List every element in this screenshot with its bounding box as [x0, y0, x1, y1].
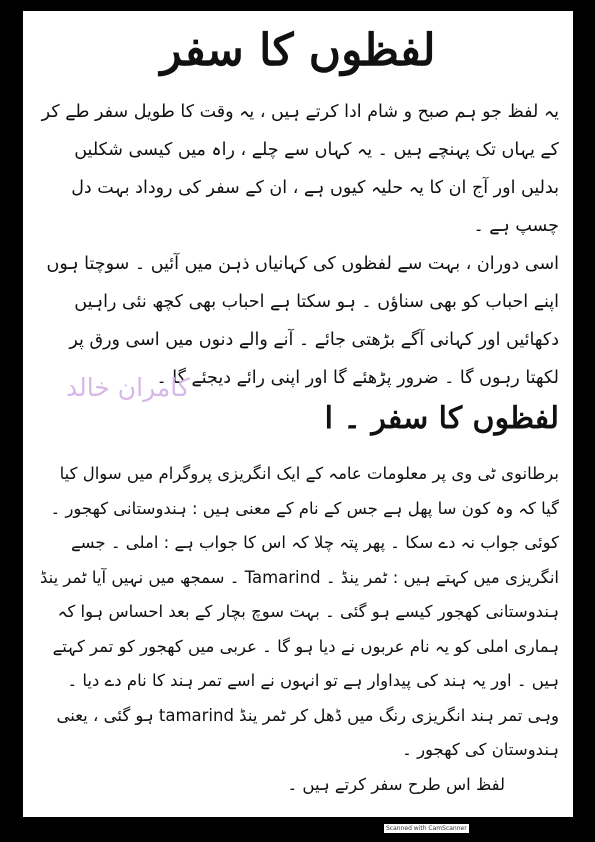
intro-paragraph-1: یہ لفظ جو ہم صبح و شام ادا کرتے ہیں ، یہ وقت کا طویل سفر طے کر کے یہاں تک پہنچے ہیں ۔ یہ کہاں سے چلے ، راہ میں کیسی شکلیں بدلیں اور آج ان کا یہ حلیہ کیوں ہے ، ان کے سفر کی روداد بہت دل چسپ ہے ۔ — [41, 102, 559, 236]
intro-section — [37, 93, 559, 397]
intro-paragraph-2: اسی دوران ، بہت سے لفظوں کی کہانیاں ذہن میں آئیں ۔ سوچتا ہوں اپنے احباب کو بھی سناؤں ۔ ہو سکتا ہے احباب بھی کچھ نئی راہیں دکھائیں اور کہانی آگے بڑھتی جائے ۔ آنے والے دنوں میں اسی ورق پر لکھتا رہوں گا ۔ ضرور پڑھئے گا اور اپنی رائے دیجئے گا ۔ — [46, 254, 559, 388]
section-title: لفظوں کا سفر ۔ ا — [324, 401, 559, 436]
author-signature: کامران خالد — [66, 373, 190, 402]
story-section — [37, 457, 559, 802]
document-page — [23, 11, 573, 817]
story-paragraph: برطانوی ٹی وی پر معلومات عامہ کے ایک انگریزی پروگرام میں سوال کیا گیا کہ وہ کون سا پھل ہے جس کے نام کے معنی ہیں : ہندوستانی کھجور ۔ کوئی جواب نہ دے سکا ۔ پھر پتہ چلا کہ اس کا جواب ہے : املی ۔ جسے انگریزی میں کہتے ہیں : ٹمر ینڈ ۔ Tamarind ۔ سمجھ میں نہیں آیا ٹمر ینڈ ہندوستانی کھجور کیسے ہو گئی ۔ بہت سوچ بچار کے بعد احساس ہوا کہ ہماری املی کو یہ نام عربوں نے دیا ہو گا ۔ عربی میں کھجور کو تمر کہتے ہیں ۔ اور یہ ہند کی پیداوار ہے تو انہوں نے اسے تمر ہند کا نام دے دیا ۔ وہی تمر ہند انگریزی رنگ میں ڈھل کر ٹمر ینڈ tamarind ہو گئی ، یعنی ہندوستان کی کھجور ۔ — [39, 464, 559, 759]
closing-line: لفظ اس طرح سفر کرتے ہیں ۔ — [287, 774, 505, 794]
page-title: لفظوں کا سفر — [160, 25, 436, 76]
scanner-watermark: Scanned with CamScanner — [386, 825, 467, 832]
